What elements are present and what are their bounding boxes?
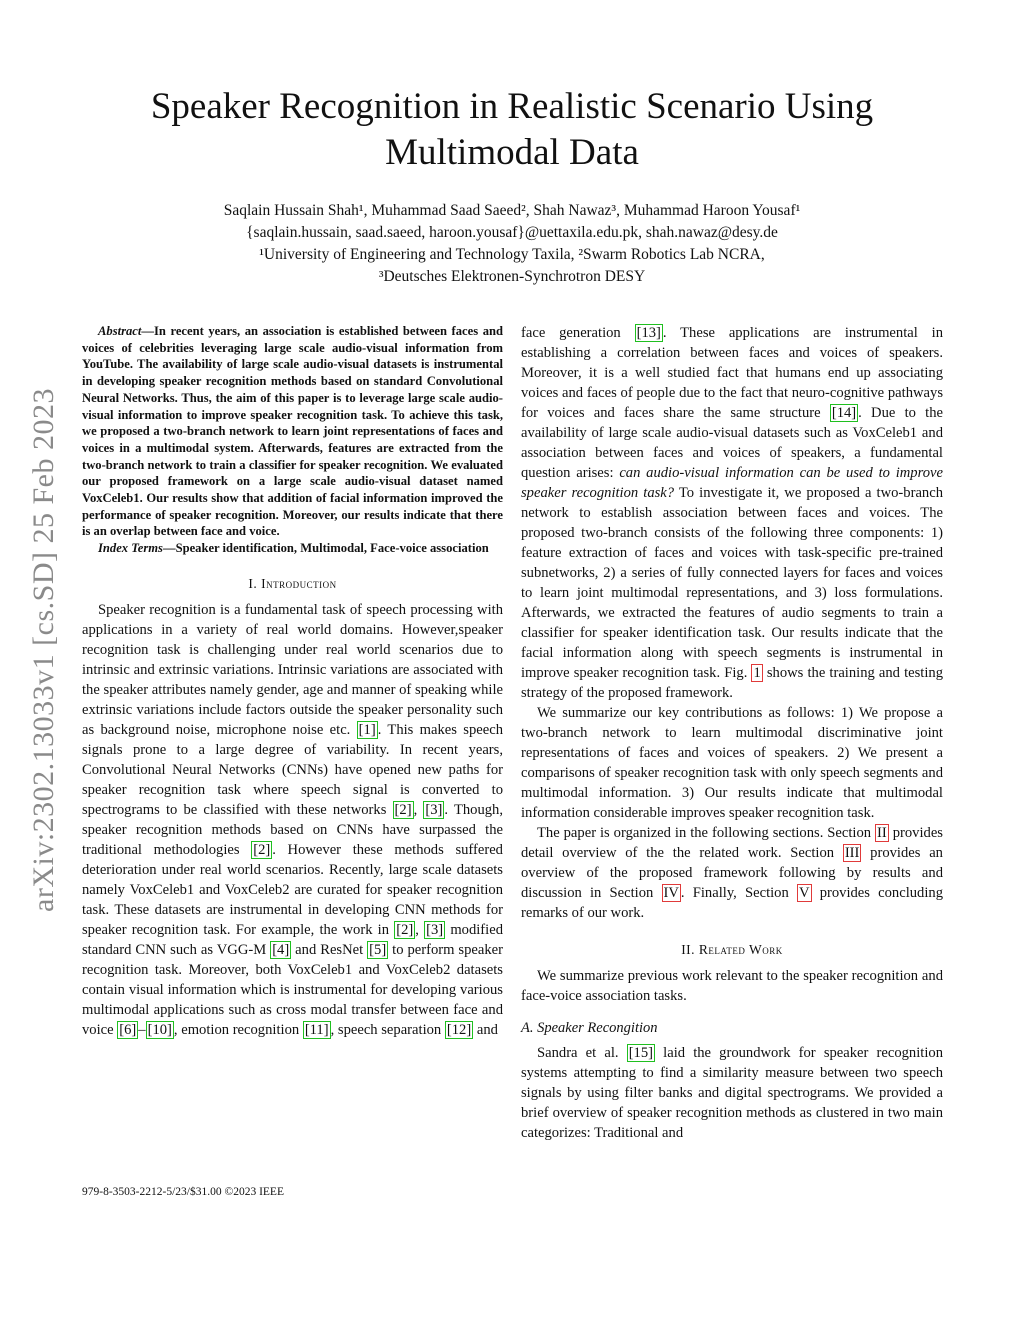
text-run: , speech separation <box>330 1021 445 1038</box>
text-run: and ResNet <box>291 941 368 958</box>
author-block <box>0 200 1024 288</box>
citation-link[interactable]: [2] <box>253 841 271 858</box>
citation-link[interactable]: [4] <box>272 941 290 958</box>
text-run: shows the training and testing strategy of the proposed framework. <box>521 665 943 701</box>
title-line-1: Speaker Recognition in Realistic Scenario Using <box>150 86 874 127</box>
citation-link[interactable]: [14] <box>831 405 857 421</box>
citation-link[interactable]: [2] <box>394 801 412 818</box>
intro-paragraph <box>82 600 503 1040</box>
citation-link[interactable]: [12] <box>446 1021 472 1038</box>
abstract-text: —In recent years, an association is established between faces and voices of celebrities leveraging large scale audio-visual information from YouTube. The availability of large scale audio-visual datasets is instrumental in developing speaker recognition methods based on standard Convolutional Neural Networks. Thus, the aim of this paper is to leverage large scale audio-visual information to improve speaker recognition task. To achieve this task, we proposed a two-branch network to learn joint representations of faces and voices in a multimodal system. Afterwards, features are extracted from the two-branch network to train a classifier for speaker recognition. We evaluated our proposed framework on a large scale audio-visual dataset named VoxCeleb1. Our results show that addition of facial information improved the performance of speaker recognition. Moreover, our results indicate that there is an overlap between face and voice. <box>82 324 503 539</box>
emails-line: {saqlain.hussain, saad.saeed, haroon.yousaf}@uettaxila.edu.pk, shah.nawaz@desy.de <box>246 224 778 241</box>
abstract-label: Abstract <box>98 324 142 338</box>
citation-link[interactable]: [15] <box>628 1045 654 1061</box>
text-run: provides detail overview of the the related work. Section <box>521 825 943 861</box>
figure-link[interactable]: 1 <box>753 665 761 681</box>
section-heading-related-work: II. Related Work <box>681 942 783 957</box>
citation-link[interactable]: [11] <box>304 1021 329 1038</box>
text-run: . These applications are instrumental in establishing a correlation between faces and voices of speakers. Moreover, it is a well studied fact that humans end up associating voices and faces of people due to the fact that neuro-cognitive pathways for voices and faces share the same structure <box>521 325 943 421</box>
text-run: face generation <box>521 325 635 341</box>
text-run: , <box>415 921 425 938</box>
citation-link[interactable]: [13] <box>636 325 661 341</box>
affiliation-line-1: ¹University of Engineering and Technology Taxila, ²Swarm Robotics Lab NCRA, <box>259 246 765 263</box>
text-run: . This makes speech signals prone to a large degree of variability. In recent years, Convolutional Neural Networks (CNNs) have opened new paths for speaker recognition task where speech signal is converted to spectrograms to be classified with these networks <box>82 721 503 818</box>
citation-link[interactable]: [1] <box>358 721 376 738</box>
citation-link[interactable]: [5] <box>369 941 387 958</box>
text-run: Sandra et al. <box>537 1045 627 1061</box>
organization-paragraph <box>521 823 943 923</box>
abstract <box>82 323 503 540</box>
text-run: . Though, speaker recognition methods based on CNNs have surpassed the traditional methodologies <box>82 801 504 858</box>
section-link[interactable]: IV <box>663 885 679 901</box>
text-run: , emotion recognition <box>173 1021 303 1038</box>
text-run: modified standard CNN such as VGG-M <box>82 921 504 958</box>
left-column <box>82 323 503 1040</box>
sandra-paragraph <box>521 1043 943 1143</box>
text-run: . Finally, Section <box>680 885 797 901</box>
text-run: The paper is organized in the following sections. Section <box>537 825 876 841</box>
authors-line: Saqlain Hussain Shah¹, Muhammad Saad Saeed², Shah Nawaz³, Muhammad Haroon Yousaf¹ <box>223 202 801 219</box>
text-run: provides concluding remarks of our work. <box>521 885 943 921</box>
title-line-2: Multimodal Data <box>385 132 639 173</box>
right-column <box>521 323 943 1143</box>
index-terms-label: Index Terms <box>98 541 163 556</box>
text-run: . However these methods suffered deterioration under real world scenarios. Recently, large scale datasets namely VoxCeleb1 and VoxCeleb2 are curated for speaker recognition task. These datasets are instrumental in developing CNN methods for speaker recognition task. For example, the work in <box>82 841 503 938</box>
citation-link[interactable]: [10] <box>147 1021 172 1038</box>
citation-link[interactable]: [6] <box>119 1021 137 1038</box>
citation-link[interactable]: [2] <box>396 921 414 938</box>
text-run: and <box>473 1021 498 1038</box>
text-run: laid the groundwork for speaker recognition systems attempting to find a similarity measure between two speech signals by using filter banks and digital spectrograms. We provided a brief overview of speaker recognition methods as clustered in two main categorizes: Traditional and <box>521 1045 943 1141</box>
section-link[interactable]: III <box>844 845 860 861</box>
citation-link[interactable]: [3] <box>425 801 443 818</box>
related-work-paragraph: We summarize previous work relevant to the speaker recognition and face-voice association tasks. <box>521 968 943 1004</box>
text-run: Speaker recognition is a fundamental task of speech processing with applications in a variety of real world domains. However,speaker recognition task is challenging under real world scenarios due to intrinsic and extrinsic variations. Intrinsic variations are associated with the speaker attributes namely gender, age and manner of speaking while extrinsic variations include factors outside the speaker personality such as background noise, microphone noise etc. <box>82 601 503 738</box>
research-question: can audio-visual information can be used to improve speaker recognition task? <box>521 465 943 501</box>
citation-link[interactable]: [3] <box>426 921 444 938</box>
index-terms-text: —Speaker identification, Multimodal, Face-voice association <box>162 541 489 556</box>
applications-paragraph <box>521 323 943 703</box>
contributions-paragraph: We summarize our key contributions as follows: 1) We propose a two-branch network to learn multimodal discriminative joint representations of faces and voices of speakers. 2) We present a comparisons of speaker recognition task with only speech segments and multimodal information. 3) Our results indicate that multimodal information considerable improves speaker recognition task. <box>521 705 943 821</box>
affiliation-line-2: ³Deutsches Elektronen-Synchrotron DESY <box>378 268 646 285</box>
text-run: To investigate it, we proposed a two-branch network to establish association between faces and voices. The proposed two-branch consists of the following three components: 1) feature extraction of faces and voices with task-specific pre-trained subnetworks, 2) a series of fully connected layers for faces and voices to learn joint multimodal representations, and 3) loss formulations. Afterwards, we extracted the features of audio segments to train a classifier for speaker identification task. Our results indicate that the facial information along with speech segments is instrumental in improve speaker recognition task. Fig. <box>521 485 943 681</box>
section-link[interactable]: II <box>877 825 887 841</box>
arxiv-stamp: arXiv:2302.13033v1 [cs.SD] 25 Feb 2023 <box>27 388 60 912</box>
copyright-footer: 979-8-3503-2212-5/23/$31.00 ©2023 IEEE <box>82 1186 284 1198</box>
text-run: . Due to the availability of large scale audio-visual datasets such as VoxCeleb1 and association between faces and voices of speakers, a fundamental question arises: <box>521 405 943 481</box>
section-link[interactable]: V <box>798 885 810 901</box>
subsection-heading-speaker-recognition: A. Speaker Recongition <box>521 1020 658 1036</box>
section-heading-introduction: I. Introduction <box>248 575 337 591</box>
paper-title <box>0 84 1024 176</box>
text-run: provides an overview of the proposed framework following by results and discussion in Section <box>521 845 943 901</box>
text-run: – <box>138 1021 146 1038</box>
index-terms <box>82 540 503 557</box>
text-run: , <box>413 801 424 818</box>
text-run: to perform speaker recognition task. Moreover, both VoxCeleb1 and VoxCeleb2 datasets contain visual information which is instrumental for developing various multimodal applications such as cross modal transfer between face and voice <box>82 941 504 1038</box>
